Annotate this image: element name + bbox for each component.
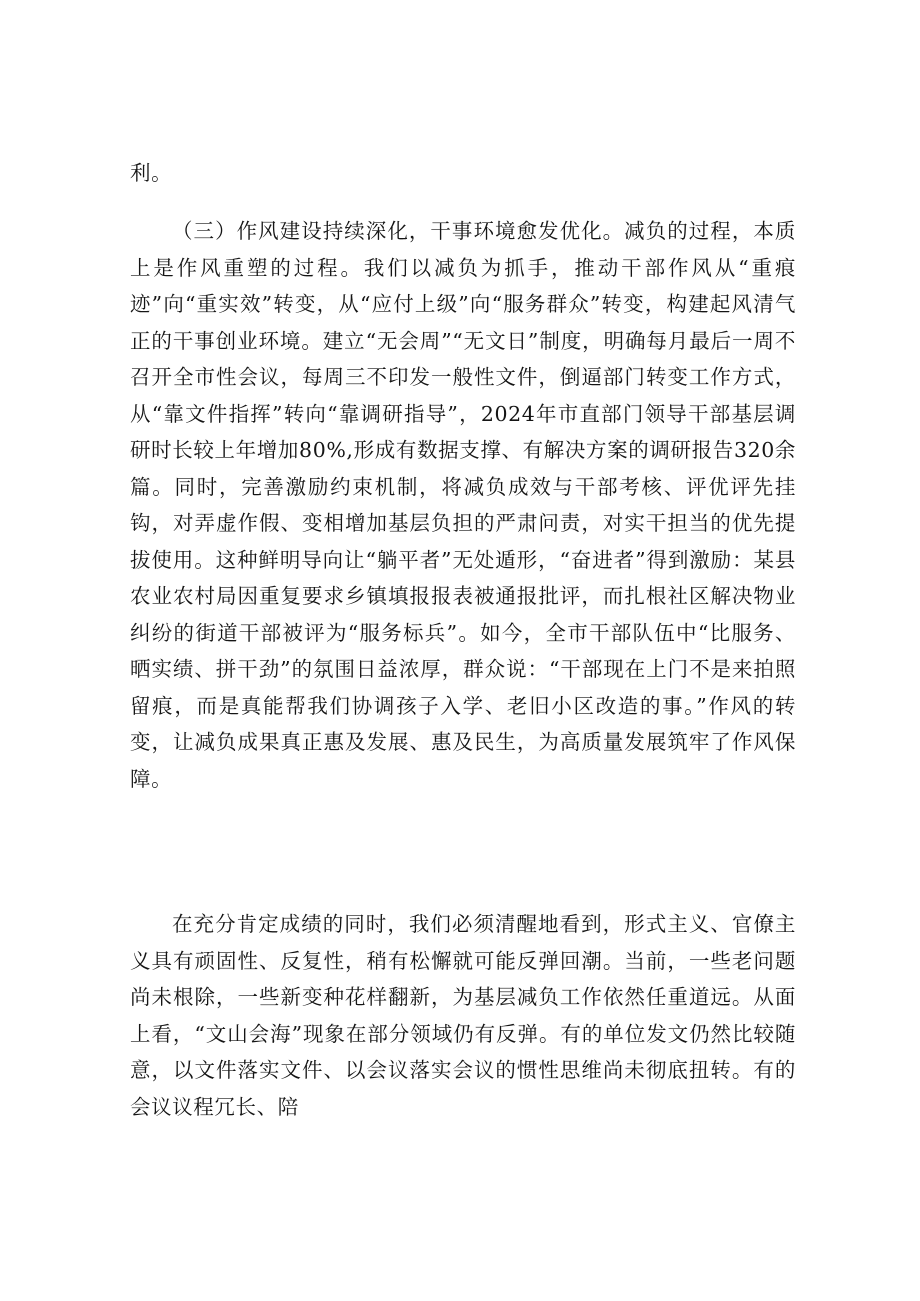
paragraph-continuation: 利。 (130, 161, 173, 185)
paragraph-section-three: （三）作风建设持续深化，干事环境愈发优化。减负的过程，本质上是作风重塑的过程。我们以减负为抓手，推动干部作风从“重痕迹”向“重实效”转变，从“应付上级”向“服务群众”转变，构建起风清气正的干事创业环境。建立“无会周”“无文日”制度，明确每月最后一周不召开全市性会议，每周三不印发一般性文件，倒逼部门转变工作方式，从“靠文件指挥”转向“靠调研指导”，2024年市直部门领导干部基层调研时长较上年增加80%,形成有数据支撑、有解决方案的调研报告320余篇。同时，完善激励约束机制，将减负成效与干部考核、评优评先挂钩，对弄虚作假、变相增加基层负担的严肃问责，对实干担当的优先提拔使用。这种鲜明导向让“躺平者”无处遁形，“奋进者”得到激励：某县农业农村局因重复要求乡镇填报报表被通报批评，而扎根社区解决物业纠纷的街道干部被评为“服务标兵”。如今，全市干部队伍中“比服务、晒实绩、拼干劲”的氛围日益浓厚，群众说：“干部现在上门不是来拍照留痕，而是真能帮我们协调孩子入学、老旧小区改造的事。”作风的转变，让减负成果真正惠及发展、惠及民生，为高质量发展筑牢了作风保障。 (130, 219, 796, 791)
paragraph-problems: 在充分肯定成绩的同时，我们必须清醒地看到，形式主义、官僚主义具有顽固性、反复性，稍有松懈就可能反弹回潮。当前，一些老问题尚未根除，一些新变种花样翻新，为基层减负工作依然任重道远。从面上看，“文山会海”现象在部分领域仍有反弹。有的单位发文仍然比较随意，以文件落实文件、以会议落实会议的惯性思维尚未彻底扭转。有的会议议程冗长、陪 (130, 912, 796, 1119)
